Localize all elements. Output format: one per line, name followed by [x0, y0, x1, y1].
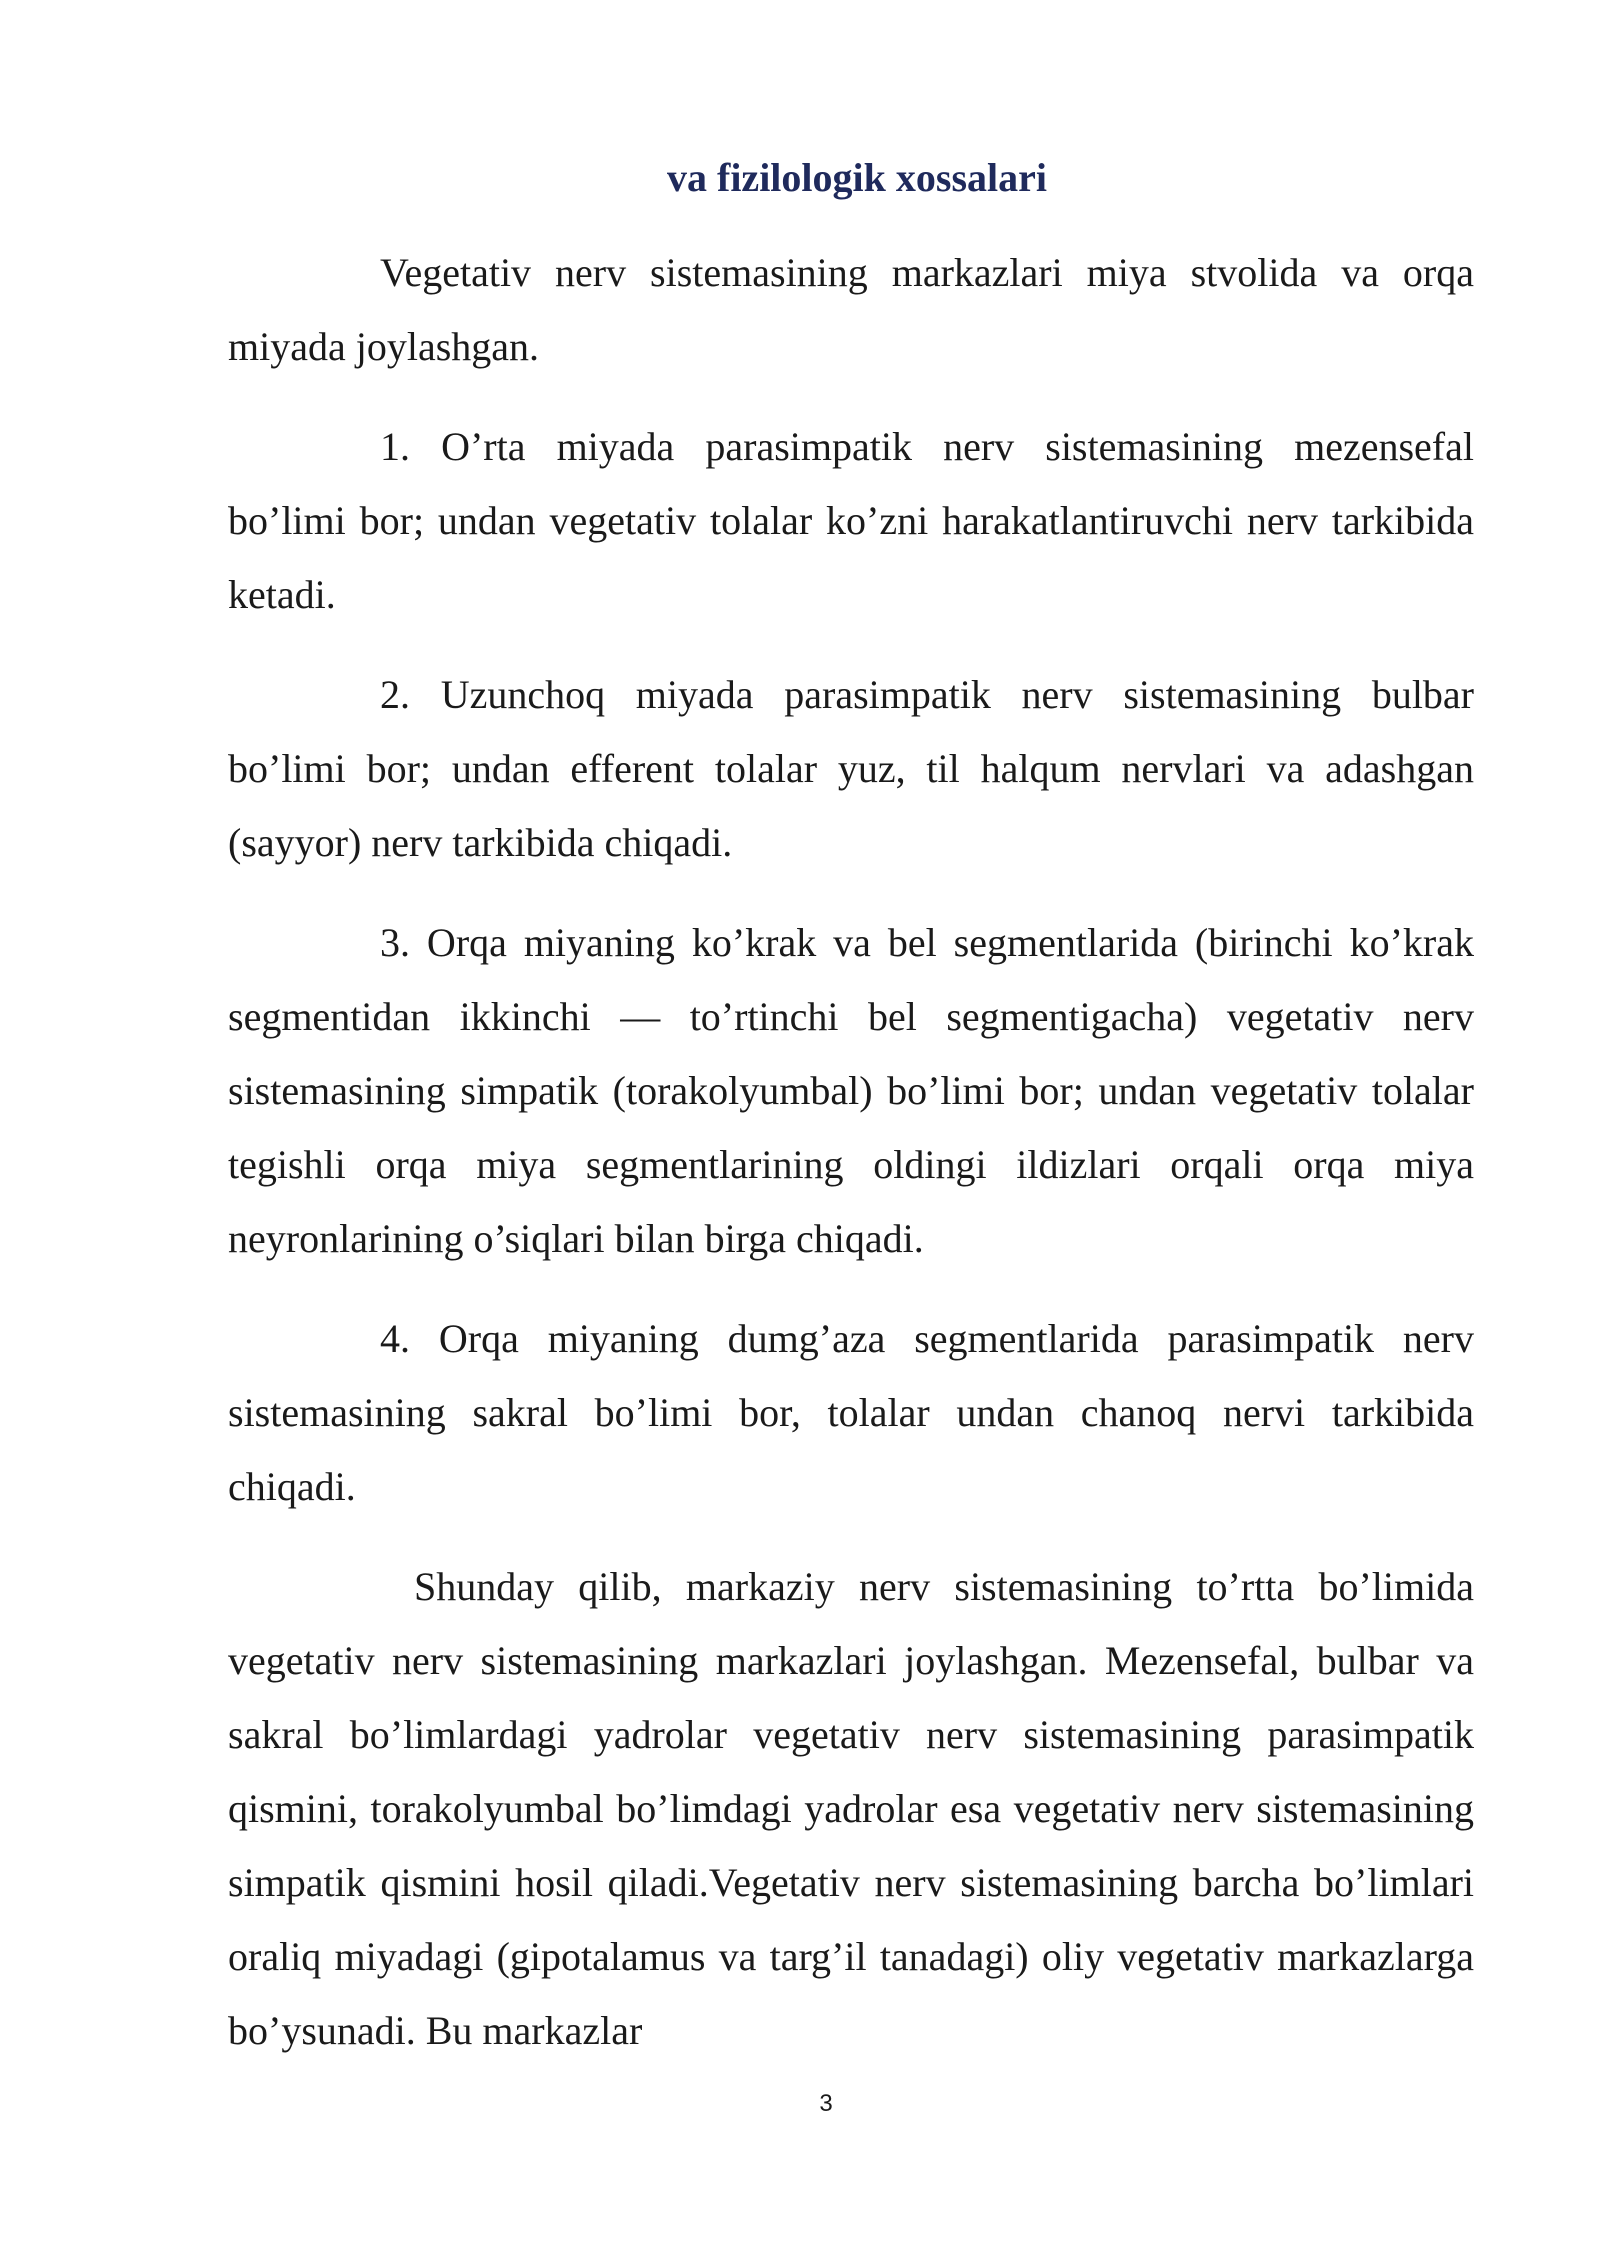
document-body — [228, 148, 1474, 2068]
paragraph-item-1: 1. O’rta miyada parasimpatik nerv sistemasining mezensefal bo’limi bor; undan vegetativ tolalar ko’zni harakatlantiruvchi nerv tarkibida ketadi. — [228, 424, 1474, 617]
section-heading: va fizilologik xossalari — [667, 155, 1047, 200]
paragraph-summary: Shunday qilib, markaziy nerv sistemasining to’rtta bo’limida vegetativ nerv sistemasining markazlari joylashgan. Mezensefal, bulbar va sakral bo’limlardagi yadrolar vegetativ nerv sistemasining parasimpatik qismini, torakolyumbal bo’limdagi yadrolar esa vegetativ nerv sistemasining simpatik qismini hosil qiladi.Vegetativ nerv sistemasining barcha bo’limlari oraliq miyadagi (gipotalamus va targ’il tanadagi) oliy vegetativ markazlarga bo’ysunadi. Bu markazlar — [228, 1564, 1474, 2053]
page-number: 3 — [819, 2090, 833, 2117]
paragraph-item-2: 2. Uzunchoq miyada parasimpatik nerv sistemasining bulbar bo’limi bor; undan efferent tolalar yuz, til halqum nervlari va adashgan (sayyor) nerv tarkibida chiqadi. — [228, 672, 1474, 865]
paragraph-item-3: 3. Orqa miyaning ko’krak va bel segmentlarida (birinchi ko’krak segmentidan ikkinchi — to’rtinchi bel segmentigacha) vegetativ nerv sistemasining simpatik (torakolyumbal) bo’limi bor; undan vegetativ tolalar tegishli orqa miya segmentlarining oldingi ildizlari orqali orqa miya neyronlarining o’siqlari bilan birga chiqadi. — [228, 920, 1474, 1261]
paragraph-intro: Vegetativ nerv sistemasining markazlari miya stvolida va orqa miyada joylashgan. — [228, 250, 1474, 369]
paragraph-item-4: 4. Orqa miyaning dumg’aza segmentlarida parasimpatik nerv sistemasining sakral bo’limi bor, tolalar undan chanoq nervi tarkibida chiqadi. — [228, 1316, 1474, 1509]
